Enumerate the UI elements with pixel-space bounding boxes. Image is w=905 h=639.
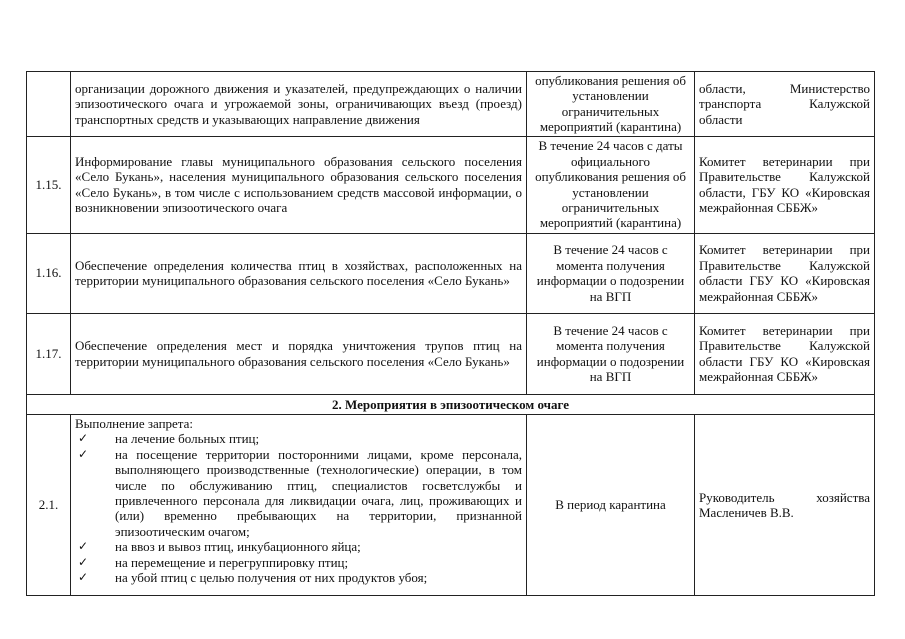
table-row — [27, 415, 875, 596]
prohibition-item — [75, 539, 522, 554]
prohibition-item — [75, 431, 522, 446]
row-number: 2.1. — [27, 415, 71, 596]
table-row — [27, 72, 875, 137]
prohibition-item-text: на посещение территории посторонними лицами, кроме персонала, выполняющего производственные (технологические) операции, в том числе по обслуживанию птиц, специалистов госветслужбы и привлеченного персонала для ликвидации очага, лиц, проживающих и (или) временно пребывающих на территории, признанной эпизоотическим очагом; — [115, 446, 522, 539]
prohibition-item-text: на ввоз и вывоз птиц, инкубационного яйца; — [115, 539, 361, 555]
check-icon: ✓ — [78, 554, 89, 569]
measures-table — [26, 71, 875, 596]
measure-description: Информирование главы муниципального образования сельского поселения «Село Букань», населения муниципального образования сельского поселения «Село Букань», в том числе с использованием средств массовой информации, о возникновении эпизоотического очага — [71, 136, 527, 233]
section-header-row — [27, 394, 875, 414]
check-icon: ✓ — [78, 570, 89, 585]
measure-term: В течение 24 часов с момента получения информации о подозрении на ВГП — [527, 233, 695, 313]
measure-description: организации дорожного движения и указателей, предупреждающих о наличии эпизоотического очага и угрожаемой зоны, ограничивающих въезд (проезд) транспортных средств и указывающих направление движения — [71, 72, 527, 137]
prohibition-item — [75, 447, 522, 539]
check-icon: ✓ — [78, 431, 89, 446]
measure-responsible: Комитет ветеринарии при Правительстве Калужской области ГБУ КО «Кировская межрайонная СББЖ» — [695, 233, 875, 313]
measure-description — [71, 415, 527, 596]
prohibition-intro: Выполнение запрета: — [75, 416, 194, 432]
measure-responsible: области, Министерство транспорта Калужской области — [695, 72, 875, 137]
prohibition-item-text: на перемещение и перегруппировку птиц; — [115, 554, 349, 570]
measure-term: опубликования решения об установлении ограничительных мероприятий (карантина) — [527, 72, 695, 137]
row-number: 1.17. — [27, 313, 71, 394]
prohibition-item-text: на лечение больных птиц; — [115, 431, 260, 447]
table-row — [27, 313, 875, 394]
table-row — [27, 136, 875, 233]
measure-description: Обеспечение определения мест и порядка уничтожения трупов птиц на территории муниципального образования сельского поселения «Село Букань» — [71, 313, 527, 394]
measure-term: В течение 24 часов с даты официального опубликования решения об установлении ограничительных мероприятий (карантина) — [527, 136, 695, 233]
section-title: 2. Мероприятия в эпизоотическом очаге — [27, 394, 875, 414]
measure-responsible: Комитет ветеринарии при Правительстве Калужской области, ГБУ КО «Кировская межрайонная СББЖ» — [695, 136, 875, 233]
table-row — [27, 233, 875, 313]
measure-responsible: Руководитель хозяйства Масленичев В.В. — [695, 415, 875, 596]
measure-term: В течение 24 часов с момента получения информации о подозрении на ВГП — [527, 313, 695, 394]
row-number — [27, 72, 71, 137]
prohibition-item-text: на убой птиц с целью получения от них продуктов убоя; — [115, 570, 428, 586]
measure-responsible: Комитет ветеринарии при Правительстве Калужской области ГБУ КО «Кировская межрайонная СББЖ» — [695, 313, 875, 394]
measure-description: Обеспечение определения количества птиц в хозяйствах, расположенных на территории муниципального образования сельского поселения «Село Букань» — [71, 233, 527, 313]
row-number: 1.16. — [27, 233, 71, 313]
check-icon: ✓ — [78, 446, 89, 461]
check-icon: ✓ — [78, 539, 89, 554]
prohibition-item — [75, 555, 522, 570]
measure-term: В период карантина — [527, 415, 695, 596]
prohibition-item — [75, 570, 522, 585]
row-number: 1.15. — [27, 136, 71, 233]
